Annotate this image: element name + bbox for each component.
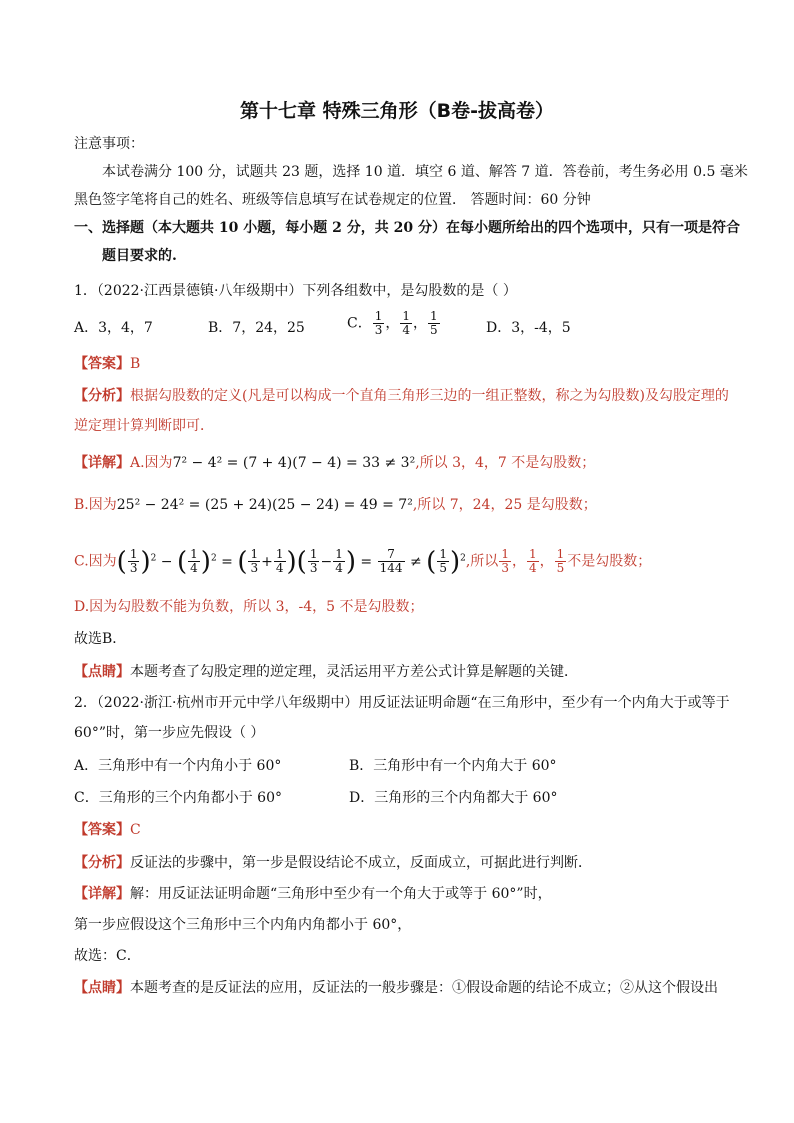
q1-option-c-prefix: C． [347, 315, 372, 332]
q1-detail-d: D.因为勾股数不能为负数，所以 3，-4，5 不是勾股数； [74, 599, 424, 615]
detail-a-suffix: ,所以 3，4，7 不是勾股数； [415, 455, 596, 471]
q2-choose: 故选：C． [74, 948, 141, 964]
fraction [400, 310, 412, 337]
analysis-text: 根据勾股数的定义(凡是可以构成一个直角三角形三边的一组正整数，称之为勾股数)及勾股定理的 [130, 388, 729, 404]
q1-analysis-cont: 逆定理计算判断即可． [74, 418, 214, 434]
detail-c-mid: ,所以 [465, 553, 499, 570]
numerator: 1 [430, 309, 438, 323]
q2-detail-cont: 第一步应假设这个三角形中三个内角内角都小于 60°， [74, 917, 412, 933]
answer-value: B [130, 356, 141, 372]
notice-heading: 注意事项： [74, 136, 144, 152]
q2-detail [74, 884, 552, 904]
q1-answer [74, 354, 140, 374]
question-1-stem: 1．（2022·江西景德镇·八年级期中）下列各组数中，是勾股数的是（ ） [74, 283, 517, 299]
detail-b-formula: 25² − 24² = (25 + 24)(25 − 24) = 49 = 7² [116, 497, 413, 513]
q2-analysis [74, 853, 592, 873]
detail-c-suffix: 不是勾股数； [567, 553, 652, 570]
question-2-stem: 2．（2022·浙江·杭州市开元中学八年级期中）用反证法证明命题“在三角形中，至少有一个内角大于或等于 [74, 695, 730, 711]
q1-option-d: D．3，-4，5 [486, 320, 571, 336]
analysis-tag: 【分析】 [74, 855, 130, 871]
detail-b-prefix: B.因为 [74, 497, 117, 513]
q2-option-d: D．三角形的三个内角都大于 60° [349, 790, 558, 806]
fraction [373, 310, 385, 337]
detail-c-prefix: C.因为 [74, 553, 117, 570]
fraction [428, 310, 440, 337]
page-title: 第十七章 特殊三角形（B卷-拔高卷） [240, 100, 554, 122]
section-1-heading-cont: 题目要求的. [102, 248, 177, 264]
denominator: 3 [374, 323, 383, 337]
comment-tag: 【点睛】 [74, 980, 130, 996]
q2-option-c: C．三角形的三个内角都小于 60° [74, 790, 282, 806]
section-1-heading: 一、选择题（本大题共 10 小题，每小题 2 分，共 20 分）在每小题所给出的四个选项中，只有一项是符合 [74, 220, 740, 236]
detail-a-formula: 7² − 4² = (7 + 4)(7 − 4) = 33 ≠ 3² [172, 455, 416, 471]
detail-a-prefix: A.因为 [130, 455, 173, 471]
q1-option-b: B．7，24，25 [208, 320, 305, 336]
detail-c-formula: ( $\frac{1}{3}$ )$^2$ − ( $\frac{1}{4}$ )$^2$ = ( $\frac{1}{3}$ + $\frac{1}{4}$ )( $\frac{1}{3}$ − $\frac{1}{4}$ ) = $\frac{7}{144}$ ≠ ( $\frac{1}{5}$ )$^2$ [116, 546, 466, 577]
q1-detail-b [74, 495, 597, 515]
analysis-tag: 【分析】 [74, 388, 130, 404]
detail-text: 解：用反证法证明命题“三角形中至少有一个角大于或等于 60°”时， [130, 886, 552, 902]
q1-comment [74, 662, 578, 682]
detail-tag: 【详解】 [74, 455, 130, 471]
comment-tag: 【点睛】 [74, 664, 130, 680]
denominator: 4 [402, 323, 410, 337]
q2-option-a: A．三角形中有一个内角小于 60° [74, 758, 282, 774]
q1-analysis [74, 386, 729, 406]
q2-comment [74, 978, 718, 998]
detail-b-suffix: ,所以 7，24，25 是勾股数； [412, 497, 597, 513]
comment-text: 本题考查的是反证法的应用，反证法的一般步骤是：①假设命题的结论不成立；②从这个假设出 [130, 980, 718, 996]
numerator: 1 [402, 309, 410, 323]
q2-answer [74, 820, 141, 840]
numerator: 1 [374, 309, 383, 323]
answer-tag: 【答案】 [74, 822, 130, 838]
denominator: 5 [430, 323, 438, 337]
notice-line-1: 本试卷满分 100 分，试题共 23 题，选择 10 道．填空 6 道、解答 7 道．答卷前，考生务必用 0.5 毫米 [102, 164, 748, 180]
q1-option-a: A．3，4，7 [74, 320, 153, 336]
answer-value: C [130, 822, 141, 838]
q1-detail-a [74, 453, 595, 473]
q1-option-c: C． $\frac{1}{3}$ ， $\frac{1}{4}$ ， $\frac{1}{5}$ [347, 309, 438, 337]
q1-detail-c: C.因为( $\frac{1}{3}$ )$^2$ − ( $\frac{1}{4}$ )$^2$ = ( $\frac{1}{3}$ + $\frac{1}{4}$ )( $\frac{1}{3}$ − $\frac{1}{4}$ ) = $\frac{7}{144}$ ≠ ( $\frac{1}{5}$ )$^2$,所以 $\frac{1}{3}$ ， $\frac{1}{4}$ ， $\frac{1}{5}$ 不是勾股数； [74, 546, 652, 577]
notice-line-2: 黑色签字笔将自己的姓名、班级等信息填写在试卷规定的位置． 答题时间：60 分钟 [74, 192, 591, 208]
comment-text: 本题考查了勾股定理的逆定理，灵活运用平方差公式计算是解题的关键． [130, 664, 578, 680]
question-2-stem-cont: 60°”时，第一步应先假设（ ） [74, 725, 265, 741]
analysis-text: 反证法的步骤中，第一步是假设结论不成立，反面成立，可据此进行判断． [130, 855, 592, 871]
q1-choose: 故选B． [74, 631, 127, 647]
q2-option-b: B．三角形中有一个内角大于 60° [349, 758, 557, 774]
detail-tag: 【详解】 [74, 886, 130, 902]
answer-tag: 【答案】 [74, 356, 130, 372]
